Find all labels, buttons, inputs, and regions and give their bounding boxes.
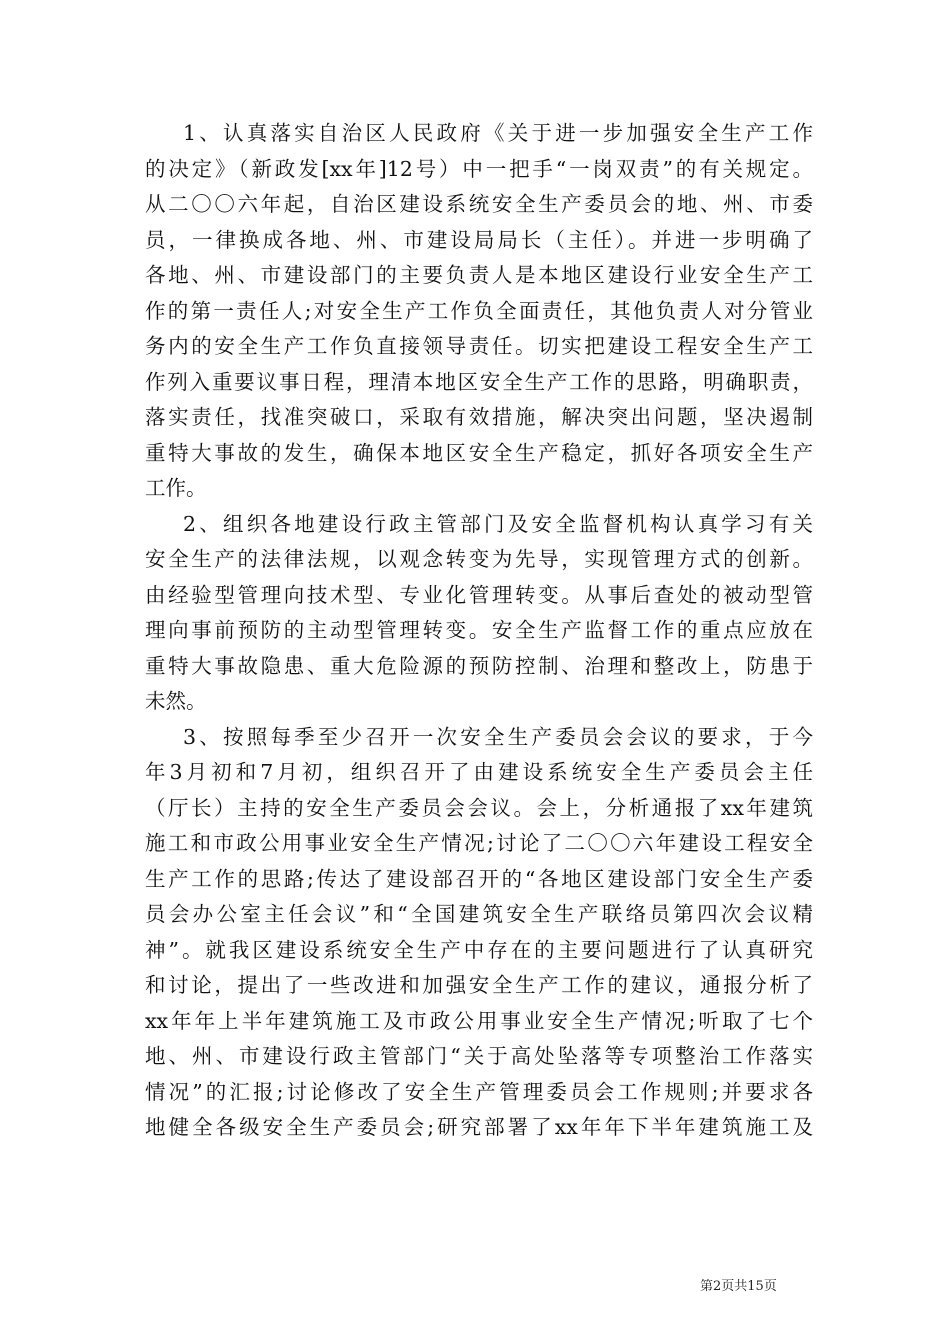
text-line: 施工和市政公用事业安全生产情况;讨论了二〇〇六年建设工程安全: [145, 831, 813, 855]
text-line: 情况”的汇报;讨论修改了安全生产管理委员会工作规则;并要求各: [145, 1079, 813, 1104]
text-line: 的决定》（新政发[xx年]12号）中一把手“一岗双责”的有关规定。: [145, 156, 813, 181]
text-line: 和讨论，提出了一些改进和加强安全生产工作的建议，通报分析了: [145, 973, 813, 997]
paragraph-2: [145, 507, 813, 720]
page-number: 第2页共15页: [700, 1279, 777, 1294]
text-line: 务内的安全生产工作负直接领导责任。切实把建设工程安全生产工: [145, 334, 813, 358]
text-line: xx年年上半年建筑施工及市政公用事业安全生产情况;听取了七个: [145, 1008, 813, 1033]
text-line: 作列入重要议事日程，理清本地区安全生产工作的思路，明确职责，: [145, 369, 813, 394]
text-line: 作的第一责任人;对安全生产工作负全面责任，其他负责人对分管业: [145, 298, 813, 323]
paragraph-1: [145, 116, 813, 507]
text-line: 理向事前预防的主动型管理转变。安全生产监督工作的重点应放在: [145, 618, 813, 642]
text-line: 年3月初和7月初，组织召开了由建设系统安全生产委员会主任: [145, 760, 813, 784]
text-line: 2、组织各地建设行政主管部门及安全监督机构认真学习有关: [183, 511, 813, 536]
text-line: 1、认真落实自治区人民政府《关于进一步加强安全生产工作: [183, 121, 813, 145]
text-line: 从二〇〇六年起，自治区建设系统安全生产委员会的地、州、市委: [145, 192, 813, 216]
document-body: [145, 116, 813, 1146]
text-line: 神”。就我区建设系统安全生产中存在的主要问题进行了认真研究: [145, 937, 813, 962]
text-line: 员，一律换成各地、州、市建设局局长（主任）。并进一步明确了: [145, 227, 813, 252]
text-line: 未然。: [145, 689, 207, 713]
text-line: 生产工作的思路;传达了建设部召开的“各地区建设部门安全生产委: [145, 866, 813, 891]
paragraph-3: [145, 720, 813, 1146]
text-line: 员会办公室主任会议”和“全国建筑安全生产联络员第四次会议精: [145, 902, 813, 926]
text-line: 工作。: [145, 476, 207, 500]
text-line: 安全生产的法律法规，以观念转变为先导，实现管理方式的创新。: [145, 547, 813, 571]
text-line: 重特大事故隐患、重大危险源的预防控制、治理和整改上，防患于: [145, 653, 813, 678]
text-line: 由经验型管理向技术型、专业化管理转变。从事后查处的被动型管: [145, 582, 813, 607]
text-line: 3、按照每季至少召开一次安全生产委员会会议的要求，于今: [183, 724, 813, 749]
text-line: 地、州、市建设行政主管部门“关于高处坠落等专项整治工作落实: [145, 1044, 813, 1068]
text-line: 重特大事故的发生，确保本地区安全生产稳定，抓好各项安全生产: [145, 440, 813, 465]
text-line: （厅长）主持的安全生产委员会会议。会上，分析通报了xx年建筑: [145, 795, 813, 820]
text-line: 各地、州、市建设部门的主要负责人是本地区建设行业安全生产工: [145, 263, 813, 287]
text-line: 落实责任，找准突破口，采取有效措施，解决突出问题，坚决遏制: [145, 405, 813, 429]
text-line: 地健全各级安全生产委员会;研究部署了xx年年下半年建筑施工及: [145, 1115, 813, 1139]
